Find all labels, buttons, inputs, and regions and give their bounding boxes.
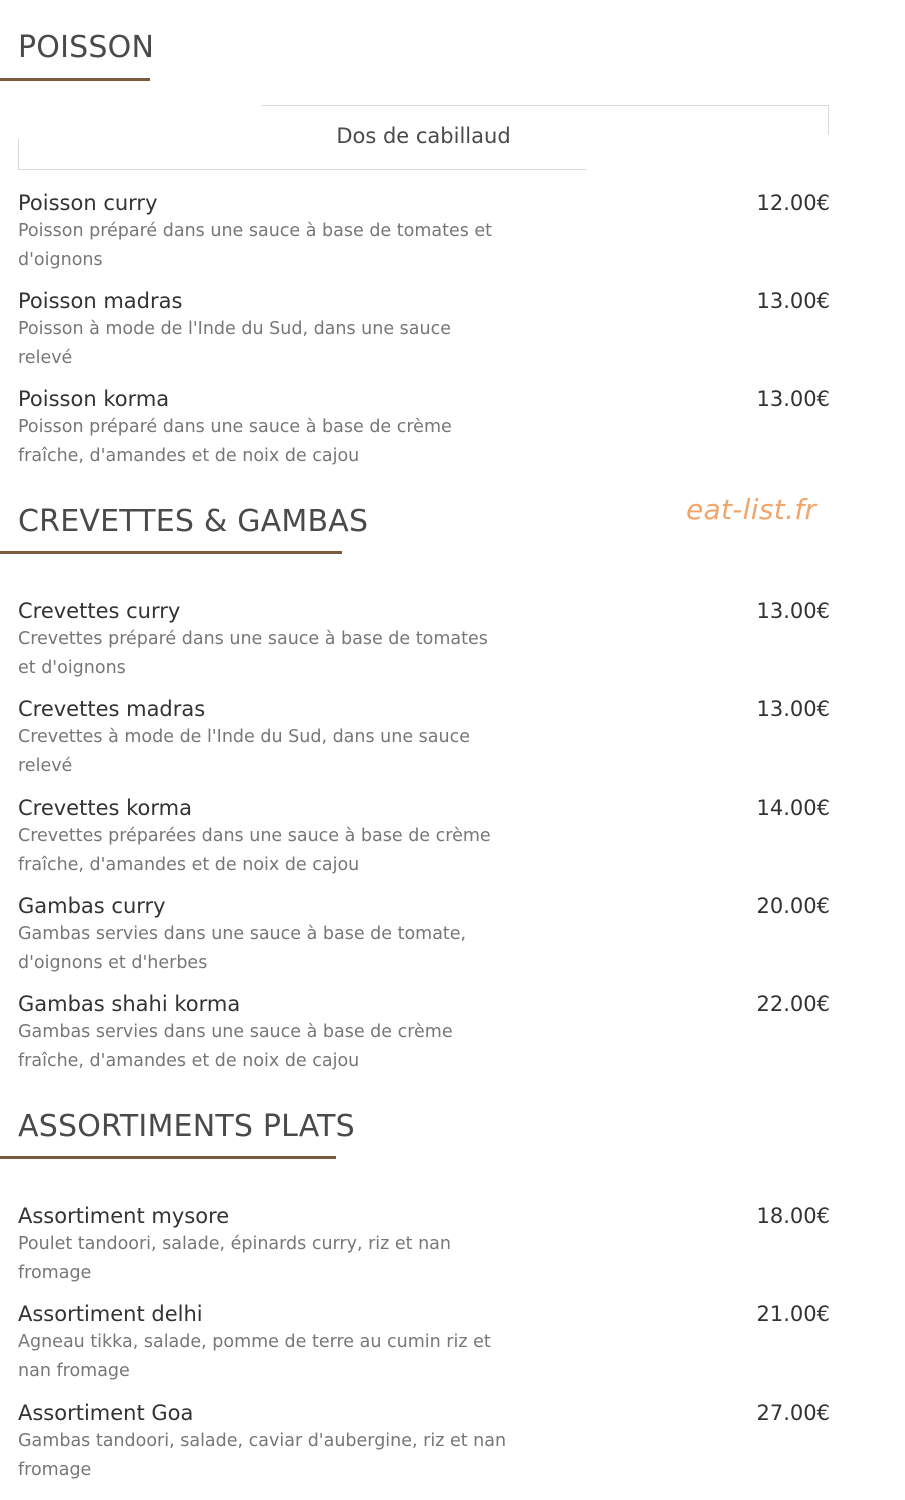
section-underline [0,551,342,554]
item-name: Gambas shahi korma [18,992,241,1016]
item-price: 14.00€ [756,796,830,820]
item-name: Poisson curry [18,191,158,215]
item-price: 21.00€ [756,1302,830,1326]
menu-item [18,695,830,781]
item-name: Poisson korma [18,387,170,411]
item-price: 18.00€ [756,1204,830,1228]
item-price: 13.00€ [756,599,830,623]
menu-item [18,794,830,880]
item-name: Crevettes madras [18,697,206,721]
section-title-assortiments-plats: ASSORTIMENTS PLATS [18,1109,355,1144]
item-description: Poulet tandoori, salade, épinards curry, riz et nan fromage [18,1234,451,1283]
item-description: Crevettes préparé dans une sauce à base de tomates et d'oignons [18,629,488,678]
item-description: Agneau tikka, salade, pomme de terre au cumin riz et nan fromage [18,1332,491,1381]
menu-item [18,385,830,471]
item-name: Gambas curry [18,894,166,918]
item-price: 22.00€ [756,992,830,1016]
item-price: 13.00€ [756,289,830,313]
subsection-header [18,105,829,170]
item-price: 27.00€ [756,1401,830,1425]
section-underline [0,78,150,81]
menu-item [18,1202,830,1288]
subsection-border [262,105,829,106]
menu-item [18,189,830,275]
item-description: Crevettes à mode de l'Inde du Sud, dans une sauce relevé [18,727,471,776]
item-name: Crevettes curry [18,599,181,623]
item-description: Gambas tandoori, salade, caviar d'aubergine, riz et nan fromage [18,1431,507,1480]
menu-item [18,1300,830,1386]
item-description: Poisson préparé dans une sauce à base de tomates et d'oignons [18,221,493,270]
item-price: 12.00€ [756,191,830,215]
item-name: Assortiment mysore [18,1204,230,1228]
section-title-poisson: POISSON [18,30,155,65]
item-description: Poisson à mode de l'Inde du Sud, dans une sauce relevé [18,319,452,368]
subsection-border [18,169,586,170]
subsection-label: Dos de cabillaud [336,124,511,148]
item-name: Poisson madras [18,289,183,313]
section-underline [0,1156,336,1159]
item-price: 20.00€ [756,894,830,918]
item-price: 13.00€ [756,697,830,721]
menu-item [18,287,830,373]
item-description: Crevettes préparées dans une sauce à base de crème fraîche, d'amandes et de noix de cajou [18,826,491,875]
item-description: Poisson préparé dans une sauce à base de crème fraîche, d'amandes et de noix de cajou [18,417,452,466]
watermark-logo: eat-list.fr [686,493,817,526]
section-title-crevettes-gambas: CREVETTES & GAMBAS [18,504,369,539]
menu-item [18,990,830,1076]
item-name: Assortiment delhi [18,1302,203,1326]
item-description: Gambas servies dans une sauce à base de crème fraîche, d'amandes et de noix de cajou [18,1022,453,1071]
menu-item [18,892,830,978]
menu-item [18,597,830,683]
item-name: Assortiment Goa [18,1401,194,1425]
item-name: Crevettes korma [18,796,192,820]
item-price: 13.00€ [756,387,830,411]
item-description: Gambas servies dans une sauce à base de tomate, d'oignons et d'herbes [18,924,467,973]
menu-item [18,1399,830,1485]
